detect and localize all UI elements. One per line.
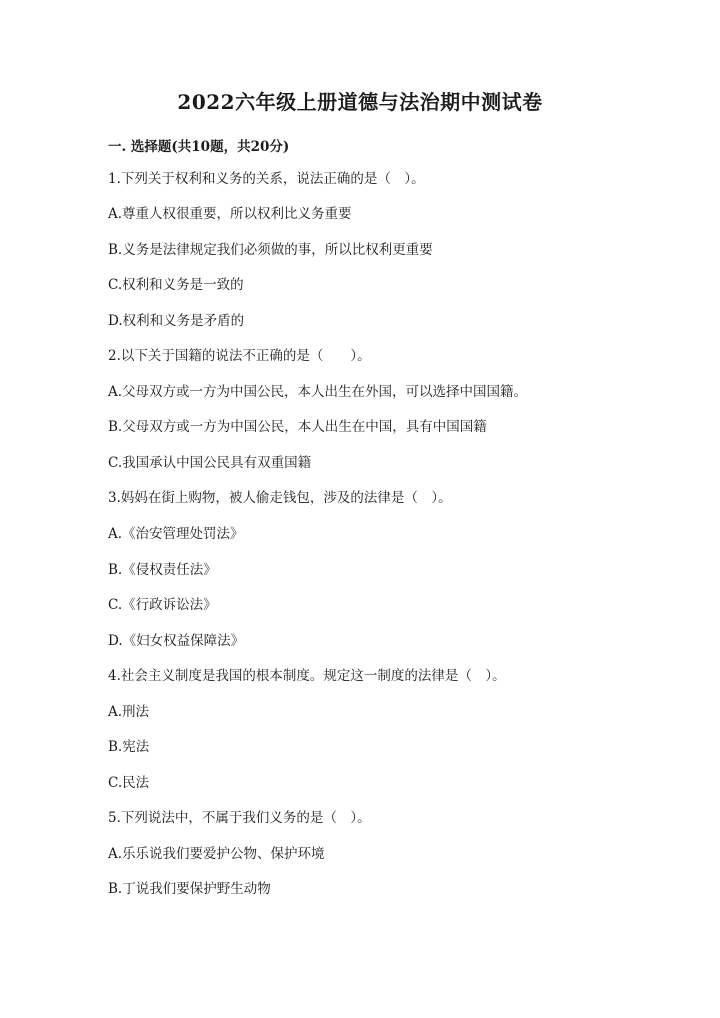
option-line: A.尊重人权很重要，所以权利比义务重要 bbox=[108, 206, 352, 222]
option-line: C.《行政诉讼法》 bbox=[108, 597, 217, 613]
option-line: B.丁说我们要保护野生动物 bbox=[108, 881, 271, 897]
option-line: B.父母双方或一方为中国公民，本人出生在中国，具有中国国籍 bbox=[108, 419, 487, 435]
page-title: 2022六年级上册道德与法治期中测试卷 bbox=[177, 90, 543, 114]
option-line: C.民法 bbox=[108, 775, 150, 791]
section-heading: 一. 选择题(共10题，共20分) bbox=[108, 139, 290, 155]
option-line: D.《妇女权益保障法》 bbox=[108, 633, 245, 649]
question-3: 3.妈妈在街上购物，被人偷走钱包，涉及的法律是（ ）。 bbox=[108, 490, 452, 506]
option-line: B.义务是法律规定我们必须做的事，所以比权利更重要 bbox=[108, 242, 433, 258]
option-line: A.《治安管理处罚法》 bbox=[108, 526, 244, 542]
question-4: 4.社会主义制度是我国的根本制度。规定这一制度的法律是（ ）。 bbox=[108, 668, 506, 684]
option-line: A.刑法 bbox=[108, 704, 150, 720]
question-5: 5.下列说法中，不属于我们义务的是（ ）。 bbox=[108, 810, 371, 826]
option-line: C.我国承认中国公民具有双重国籍 bbox=[108, 455, 312, 471]
option-line: B.《侵权责任法》 bbox=[108, 562, 217, 578]
option-line: A.乐乐说我们要爱护公物、保护环境 bbox=[108, 846, 325, 862]
option-line: A.父母双方或一方为中国公民，本人出生在外国，可以选择中国国籍。 bbox=[108, 384, 528, 400]
option-line: D.权利和义务是矛盾的 bbox=[108, 313, 245, 329]
question-1: 1.下列关于权利和义务的关系，说法正确的是（ ）。 bbox=[108, 171, 425, 187]
option-line: C.权利和义务是一致的 bbox=[108, 277, 244, 293]
option-line: B.宪法 bbox=[108, 739, 150, 755]
question-2: 2.以下关于国籍的说法不正确的是（ ）。 bbox=[108, 348, 371, 364]
